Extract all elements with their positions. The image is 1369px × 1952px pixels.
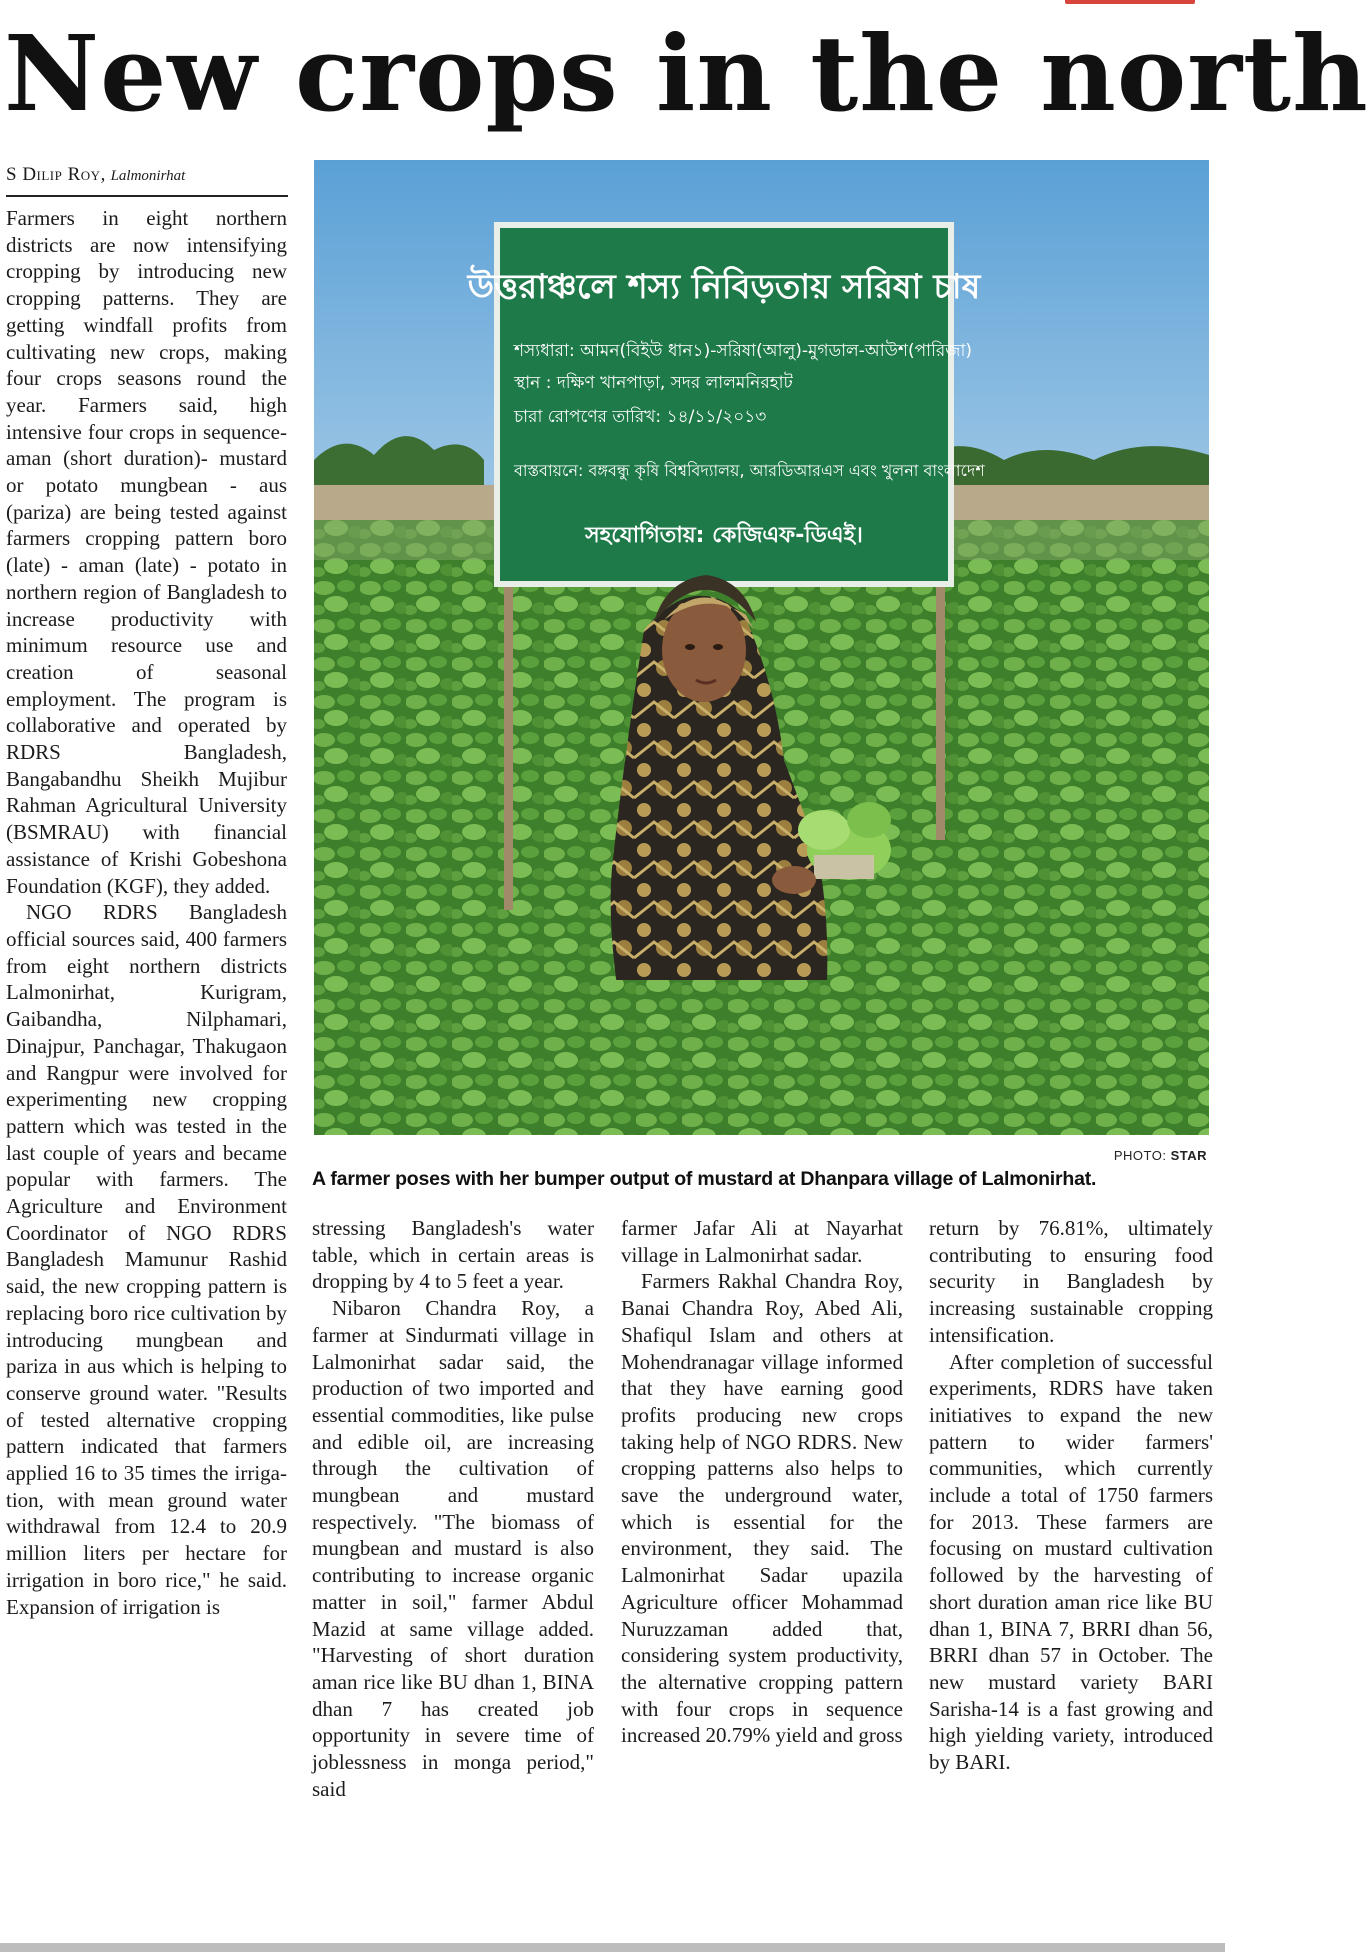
- sign-title: উত্তরাঞ্চলে শস্য নিবিড়তায় সরিষা চাষ: [467, 267, 981, 307]
- paragraph: NGO RDRS Bangladesh official sources said, 400 farmers from eight northern districts Lalmonirhat, Kurigram, Gaibandha, Nilphamari, Dinajpur, Panchagar, Thakugaon and Rangpur were involved for experimenting new cropping pattern which was tested in the last couple of years and became popular with farmers. The Agriculture and Environment Coordinator of NGO RDRS Bangladesh Mamunur Rashid said, the new cropping pattern is replacing boro rice cultivation by introducing mungbean and pariza in aus which is helping to conserve ground water. "Results of tested alternative cropping pattern indicated that farmers applied 16 to 35 times the irrigation, with mean ground water withdrawal from 12.4 to 20.9 million liters per hectare for irrigation in boro rice," he said. Expansion of irrigation is: [6, 900, 287, 1619]
- article-column-3: [621, 1215, 903, 1749]
- sign-line: বাস্তবায়নে: বঙ্গবন্ধু কৃষি বিশ্ববিদ্যালয়, আরডিআরএস এবং খুলনা বাংলাদেশ: [514, 461, 985, 480]
- byline-place: Lalmonirhat: [110, 168, 186, 184]
- sign-line: সহযোগিতায়: কেজিএফ-ডিএই।: [585, 523, 863, 548]
- article-column-4: [929, 1215, 1213, 1776]
- article-column-2: [312, 1215, 594, 1802]
- photo-credit-prefix: PHOTO:: [1113, 1148, 1167, 1163]
- article-column-1: [6, 205, 287, 1620]
- paragraph: stressing Bangladesh's water table, which in certain areas is dropping by 4 to 5 feet a year.: [312, 1216, 594, 1294]
- headline: New crops in the north: [4, 12, 1369, 135]
- sign-line: শস্যধারা: আমন(বিইউ ধান১)-সরিষা(আলু)-মুগডাল-আউশ(পারিজা): [514, 341, 973, 361]
- paragraph: After completion of successful experiments, RDRS have taken initiatives to expand the new pattern to wider farmers' communities, which currently include a total of 1750 farmers for 2013. These farmers are focusing on mustard cultivation followed by the harvesting of short duration aman rice like BU dhan 1, BINA 7, BRRI dhan 56, BRRI dhan 57 in October. The new mustard variety BARI Sarisha-14 is a fast growing and high yielding variety, introduced by BARI.: [929, 1349, 1213, 1775]
- bottom-rule: [0, 1943, 1225, 1952]
- paragraph: return by 76.81%, ultimately contributing to ensuring food security in Bangladesh by increasing sustainable cropping intensification.: [929, 1216, 1213, 1347]
- sign-line: চারা রোপণের তারিখ: ১৪/১১/২০১৩: [514, 407, 767, 427]
- news-photo: [314, 160, 1209, 1135]
- paragraph: Farmers Rakhal Chandra Roy, Banai Chandra Roy, Abed Ali, Shafiqul Islam and others at Mohendranagar village informed that they have earning good profits producing new crops taking help of NGO RDRS. New cropping patterns also helps to save the underground water, which is essential for the environment, they said. The Lalmonirhat Sadar upazila Agriculture officer Mohammad Nuruzzaman added that, considering system productivity, the alternative cropping pattern with four crops in sequence increased 20.79% yield and gross: [621, 1269, 903, 1748]
- paragraph: Nibaron Chandra Roy, a farmer at Sindurmati village in Lalmonirhat sadar said, the production of two imported and essential commodities, like pulse and edible oil, are increasing through the cultivation of mungbean and mustard respectively. "The biomass of mungbean and mustard is also contributing to increase organic matter in soil," farmer Abdul Mazid at same village added. "Harvesting of short duration aman rice like BU dhan 1, BINA dhan 7 has created job opportunity in severe time of joblessness in monga period," said: [312, 1296, 594, 1801]
- photo-caption: A farmer poses with her bumper output of mustard at Dhanpara village of Lalmonirhat.: [312, 1168, 1097, 1190]
- sign-line: স্থান : দক্ষিণ খানপাড়া, সদর লালমনিরহাট: [514, 373, 793, 393]
- paragraph: Farmers in eight northern districts are now intensifying cropping by introducing new cropping patterns. They are getting windfall profits from cultivating new crops, making four crops seasons round the year. Farmers said, high intensive four crops in sequence- aman (short duration)- mustard or potato mungbean - aus (pariza) are being tested against farmers cropping pattern boro (late) - aman (late) - potato in northern region of Bangladesh to increase productivity with minimum resource use and creation of seasonal employment. The program is collaborative and operated by RDRS Bangladesh, Bangabandhu Sheikh Mujibur Rahman Agricultural University (BSMRAU) with financial assistance of Krishi Gobeshona Foundation (KGF), they added.: [6, 206, 287, 898]
- photo-credit: [1114, 1148, 1207, 1163]
- paragraph: farmer Jafar Ali at Nayarhat village in Lalmonirhat sadar.: [621, 1216, 903, 1267]
- byline: [6, 162, 288, 197]
- byline-author: S Dilip Roy,: [6, 164, 106, 185]
- photo-credit-source: STAR: [1170, 1148, 1207, 1163]
